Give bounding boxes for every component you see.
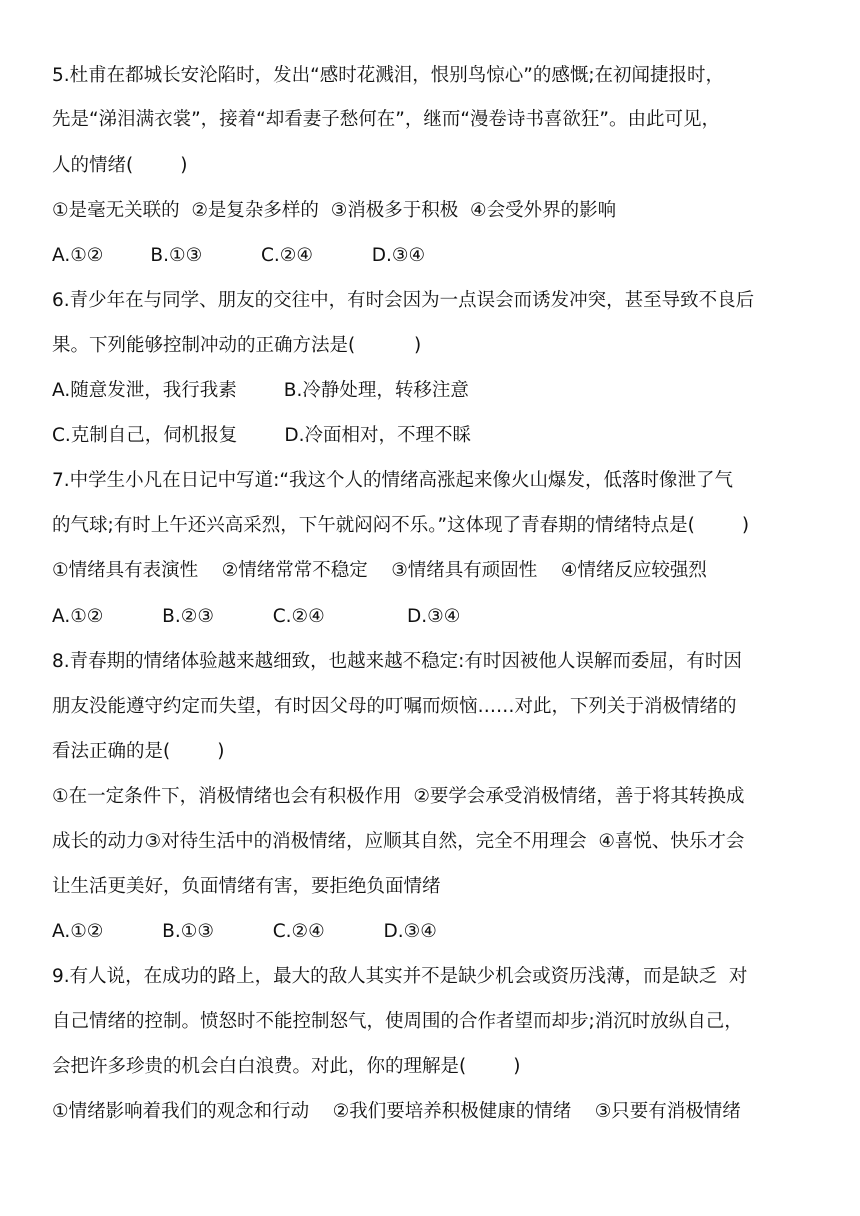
q8-stem-line-2: 朋友没能遵守约定而失望，有时因父母的叮嘱而烦恼……对此，下列关于消极情绪的: [52, 696, 737, 717]
q5-stem-line-3: 人的情绪( ): [52, 155, 188, 176]
q6-stem-line-2: 果。下列能够控制冲动的正确方法是( ): [52, 335, 422, 356]
q5-stem-line-2: 先是“涕泪满衣裳”，接着“却看妻子愁何在”，继而“漫卷诗书喜欲狂”。由此可见，: [52, 109, 721, 130]
q6-stem-line-1: 6.青少年在与同学、朋友的交往中，有时会因为一点误会而诱发冲突，甚至导致不良后: [52, 290, 755, 311]
q8-stem-line-3: 看法正确的是( ): [52, 741, 225, 762]
q9-statements: ①情绪影响着我们的观念和行动 ②我们要培养积极健康的情绪 ③只要有消极情绪: [52, 1101, 741, 1122]
q7-statements: ①情绪具有表演性 ②情绪常常不稳定 ③情绪具有顽固性 ④情绪反应较强烈: [52, 560, 707, 581]
q8-statements-3: 让生活更美好，负面情绪有害，要拒绝负面情绪: [52, 876, 441, 897]
q7-stem-line-1: 7.中学生小凡在日记中写道:“我这个人的情绪高涨起来像火山爆发，低落时像泄了气: [52, 470, 733, 491]
q5-statements: ①是毫无关联的 ②是复杂多样的 ③消极多于积极 ④会受外界的影响: [52, 200, 617, 221]
q9-stem-line-2: 自己情绪的控制。愤怒时不能控制怒气，使周围的合作者望而却步;消沉时放纵自己，: [52, 1011, 743, 1032]
q9-stem-line-1: 9.有人说，在成功的路上，最大的敌人其实并不是缺少机会或资历浅薄，而是缺乏 对: [52, 966, 748, 987]
q8-statements-1: ①在一定条件下，消极情绪也会有积极作用 ②要学会承受消极情绪，善于将其转换成: [52, 786, 745, 807]
q8-statements-2: 成长的动力③对待生活中的消极情绪，应顺其自然，完全不用理会 ④喜悦、快乐才会: [52, 831, 745, 852]
q5-options: A.①② B.①③ C.②④ D.③④: [52, 245, 426, 266]
q8-options: A.①② B.①③ C.②④ D.③④: [52, 921, 437, 942]
q6-options-cd: C.克制自己，伺机报复 D.冷面相对，不理不睬: [52, 425, 471, 446]
q7-options: A.①② B.②③ C.②④ D.③④: [52, 606, 461, 627]
q7-stem-line-2: 的气球;有时上午还兴高采烈，下午就闷闷不乐。”这体现了青春期的情绪特点是( ): [52, 515, 750, 536]
q9-stem-line-3: 会把许多珍贵的机会白白浪费。对此，你的理解是( ): [52, 1056, 521, 1077]
q6-options-ab: A.随意发泄，我行我素 B.冷静处理，转移注意: [52, 380, 469, 401]
q8-stem-line-1: 8.青春期的情绪体验越来越细致，也越来越不稳定:有时因被他人误解而委屈，有时因: [52, 651, 742, 672]
q5-stem-line-1: 5.杜甫在都城长安沦陷时，发出“感时花溅泪，恨别鸟惊心”的感慨;在初闻捷报时，: [52, 65, 725, 86]
